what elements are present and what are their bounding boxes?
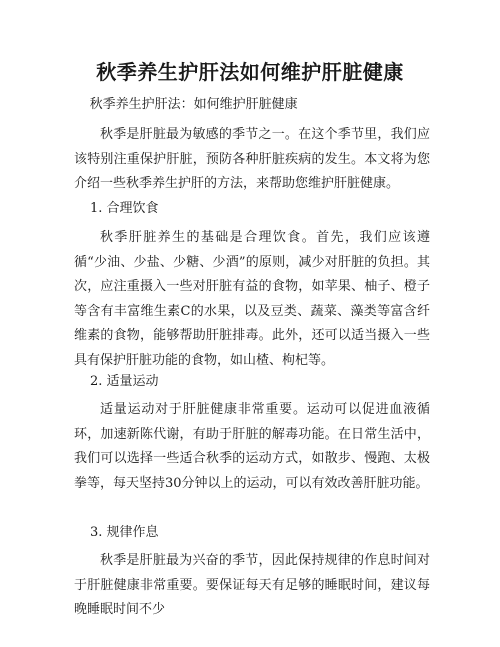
document-subtitle: 秋季养生护肝法：如何维护肝脏健康 [89, 97, 298, 112]
section-heading-routine: 3. 规律作息 [90, 525, 159, 540]
section-body-diet: 秋季肝脏养生的基础是合理饮食。首先，我们应该遵循“少油、少盐、少糖、少酒”的原则，减少对肝脏的负担。其次，应注重摄入一些对肝脏有益的食物，如苹果、柚子、橙子等含有丰富维生素C的水果，以及豆类、蔬菜、藻类等富含纤维素的食物，能够帮助肝脏排毒。此外，还可以适当摄入一些具有保护肝脏功能的食物，如山楂、枸杞等。 [74, 230, 430, 368]
section-heading-exercise: 2. 适量运动 [90, 374, 159, 389]
intro-paragraph: 秋季是肝脏最为敏感的季节之一。在这个季节里，我们应该特别注重保护肝脏，预防各种肝脏疾病的发生。本文将为您介绍一些秋季养生护肝的方法，来帮助您维护肝脏健康。 [74, 127, 430, 191]
document-title: 秋季养生护肝法如何维护肝脏健康 [96, 60, 404, 84]
section-heading-diet: 1. 合理饮食 [90, 201, 159, 216]
section-body-exercise: 适量运动对于肝脏健康非常重要。运动可以促进血液循环，加速新陈代谢，有助于肝脏的解毒功能。在日常生活中，我们可以选择一些适合秋季的运动方式，如散步、慢跑、太极拳等，每天坚持30分钟以上的运动，可以有效改善肝脏功能。 [74, 402, 430, 491]
section-body-routine: 秋季是肝脏最为兴奋的季节，因此保持规律的作息时间对于肝脏健康非常重要。要保证每天有足够的睡眠时间，建议每晚睡眠时间不少 [74, 553, 430, 617]
